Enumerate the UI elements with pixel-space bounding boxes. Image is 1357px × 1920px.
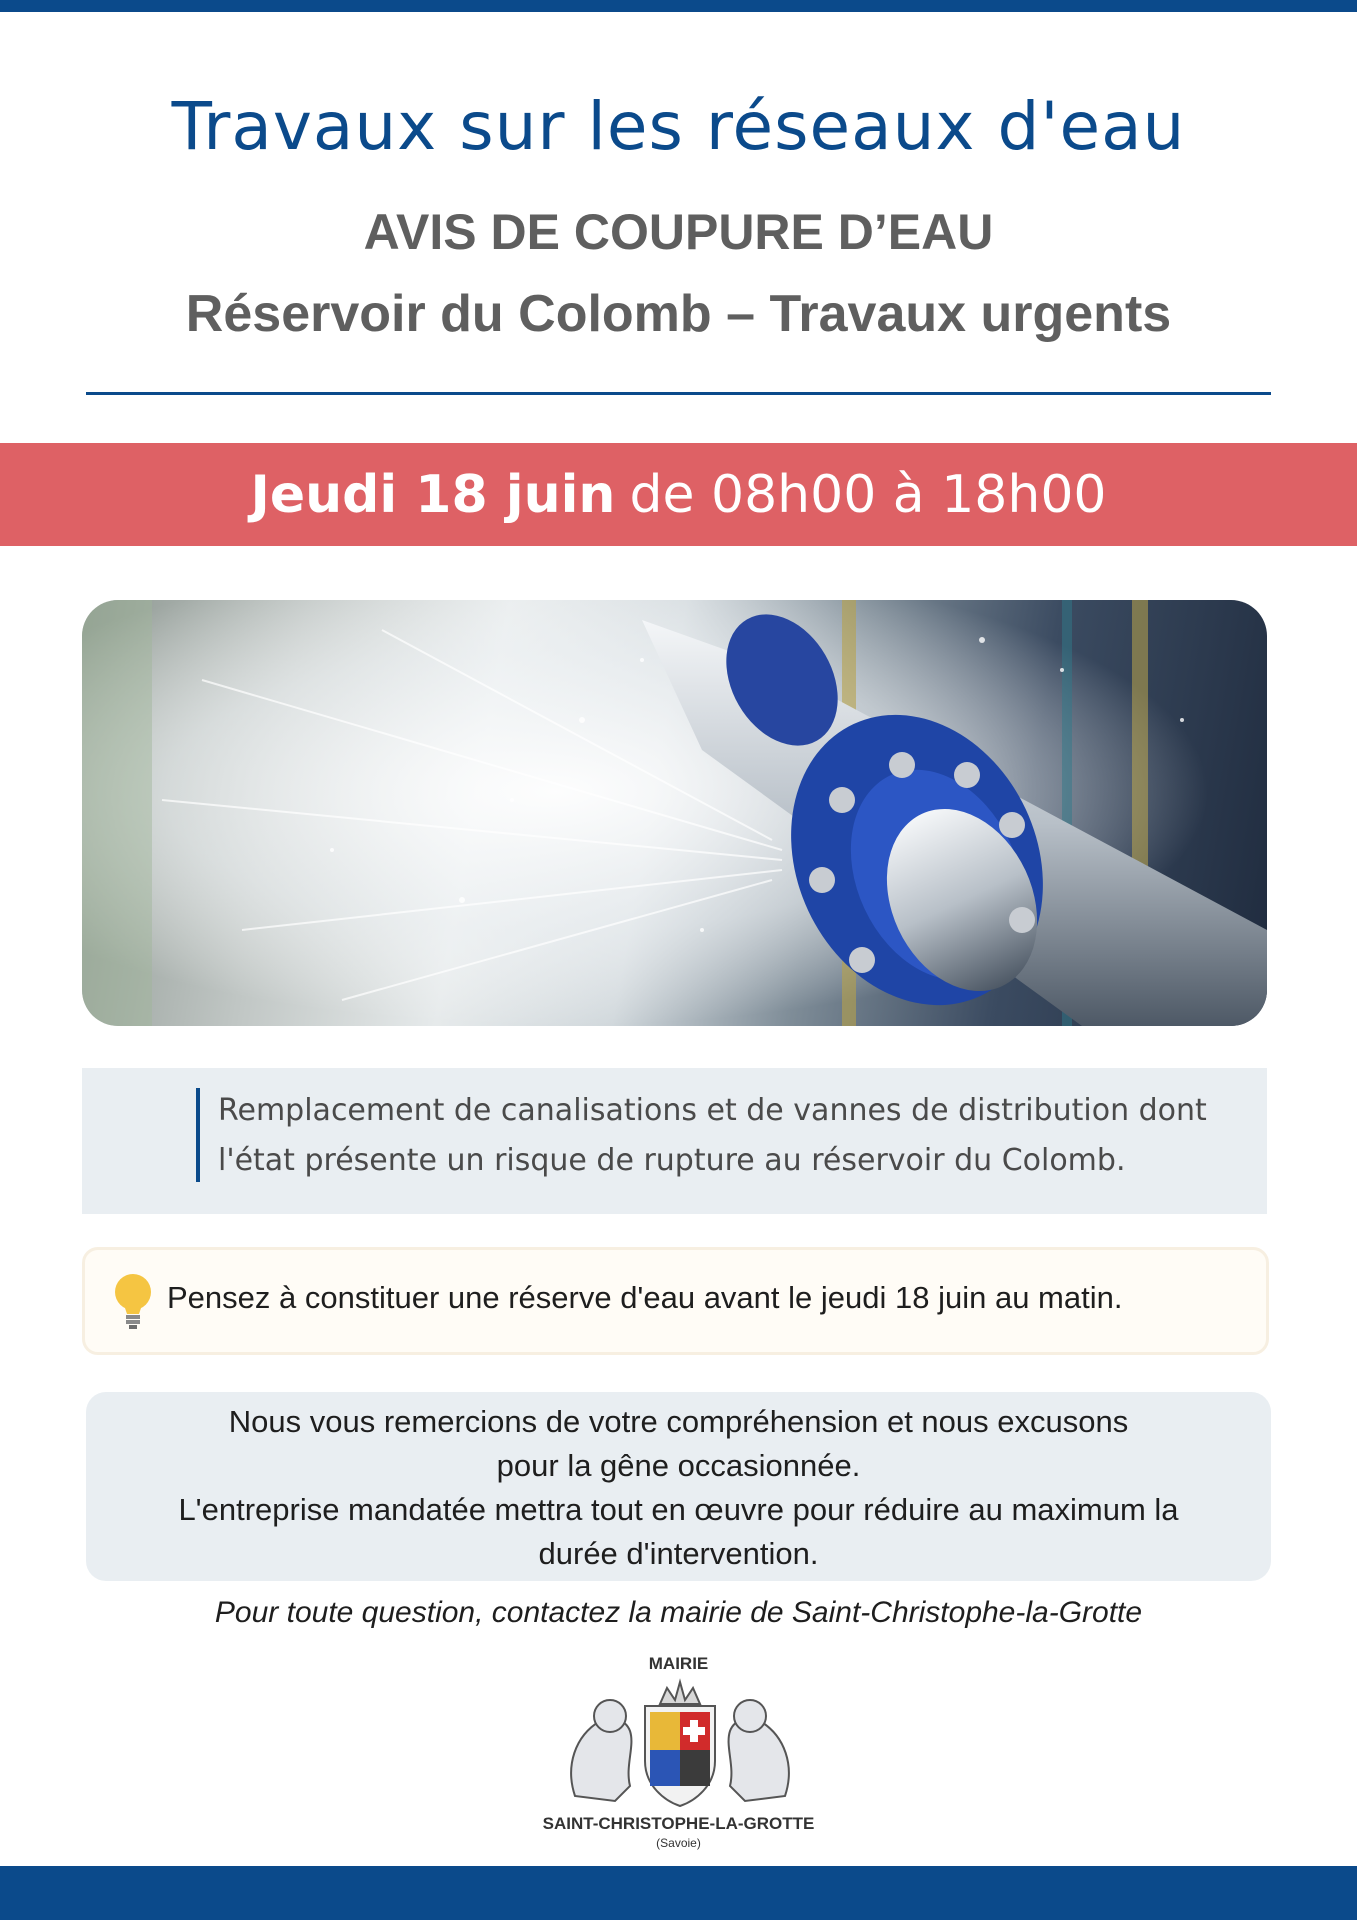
page-title: Travaux sur les réseaux d'eau [171,88,1186,165]
town-name: SAINT-CHRISTOPHE-LA-GROTTE [542,1814,815,1833]
contact-note: Pour toute question, contactez la mairie de Saint-Christophe-la-Grotte [214,1596,1143,1629]
date-day: Jeudi 18 juin [250,464,616,525]
thanks-box [86,1392,1271,1581]
notice-heading: AVIS DE COUPURE D’EAU [363,204,994,260]
department-name: (Savoie) [656,1836,701,1850]
tip-text: Pensez à constituer une réserve d'eau avant le jeudi 18 juin au matin. [167,1280,1123,1315]
date-hours: de 08h00 à 18h00 [629,464,1107,525]
top-accent-bar [0,0,1357,12]
bottom-accent-bar [0,1866,1357,1920]
logo-label: MAIRIE [648,1654,709,1673]
tip-box [82,1247,1269,1355]
description-text: Remplacement de canalisations et de vannes de distribution dont l'état présente un risque de rupture au réservoir du Colomb. [218,1093,1207,1178]
location-heading: Réservoir du Colomb – Travaux urgents [185,285,1172,343]
town-crest-logo [555,1676,805,1817]
header-divider [86,392,1271,395]
thanks-line-2: L'entreprise mandatée mettra tout en œuvre pour réduire au maximum la durée d'intervention. [178,1492,1179,1571]
burst-pipe-photo [82,600,1267,1026]
description-box [82,1068,1267,1214]
quote-bar [196,1088,200,1182]
thanks-line-1: Nous vous remercions de votre compréhension et nous excusons pour la gêne occasionnée. [228,1404,1129,1483]
lightbulb-icon [111,1272,155,1335]
date-banner [0,443,1357,546]
